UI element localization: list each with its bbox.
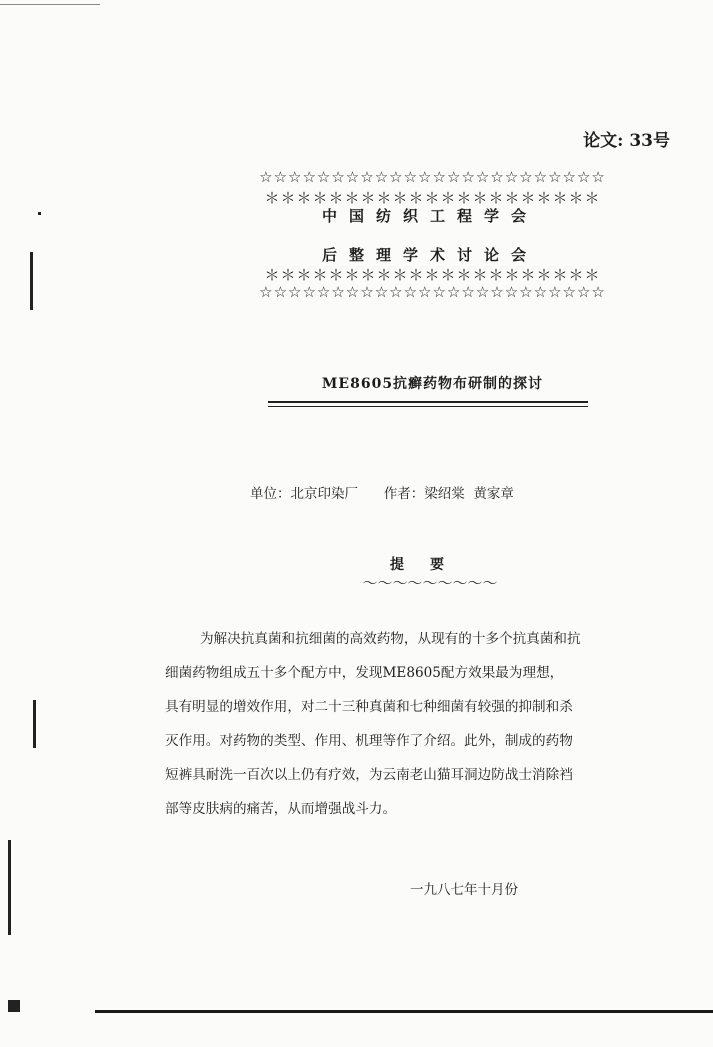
scan-edge-top: [0, 4, 100, 5]
conference-name: 后整理学术讨论会: [321, 246, 538, 264]
abstract-line-6: 部等皮肤病的痛苦，从而增强战斗力。: [165, 801, 397, 817]
abstract-line-3: 具有明显的增效作用，对二十三种真菌和七种细菌有较强的抑制和杀: [165, 699, 573, 715]
margin-dot: [38, 212, 41, 215]
abstract-line-4: 灭作用。对药物的类型、作用、机理等作了介绍。此外，制成的药物: [165, 733, 573, 749]
document-date: 一九八七年十月份: [410, 882, 518, 898]
margin-mark-1: [30, 252, 33, 310]
margin-mark-bottom: [8, 1000, 20, 1012]
star-border-bottom-solid: ＊＊＊＊＊＊＊＊＊＊＊＊＊＊＊＊＊＊＊＊＊: [264, 266, 601, 284]
byline: 单位：北京印染厂 作者：梁绍棠 黄家章: [250, 486, 514, 502]
title-underline-thin: [268, 406, 588, 407]
star-border-top-hollow: ☆☆☆☆☆☆☆☆☆☆☆☆☆☆☆☆☆☆☆☆☆☆☆☆: [259, 168, 606, 186]
abstract-heading-rule: ～～～～～～～～～: [362, 574, 498, 592]
abstract-line-2: 细菌药物组成五十多个配方中，发现ME8605配方效果最为理想，: [165, 665, 564, 681]
margin-mark-2: [33, 700, 36, 748]
margin-mark-3: [8, 840, 11, 935]
abstract-heading: 提要: [390, 557, 470, 573]
paper-title: ME8605抗癣药物布研制的探讨: [321, 376, 544, 392]
title-underline-thick: [268, 401, 588, 403]
scan-edge-bottom: [95, 1010, 713, 1013]
organization-name: 中国纺织工程学会: [321, 207, 538, 225]
star-border-top-solid: ＊＊＊＊＊＊＊＊＊＊＊＊＊＊＊＊＊＊＊＊＊: [264, 189, 601, 207]
star-border-bottom-hollow: ☆☆☆☆☆☆☆☆☆☆☆☆☆☆☆☆☆☆☆☆☆☆☆☆: [259, 283, 606, 301]
abstract-line-5: 短裤具耐洗一百次以上仍有疗效，为云南老山猫耳洞边防战士消除裆: [165, 767, 573, 783]
paper-number: 论文: 33号: [583, 131, 670, 151]
abstract-line-1: 为解决抗真菌和抗细菌的高效药物，从现有的十多个抗真菌和抗: [200, 631, 581, 647]
